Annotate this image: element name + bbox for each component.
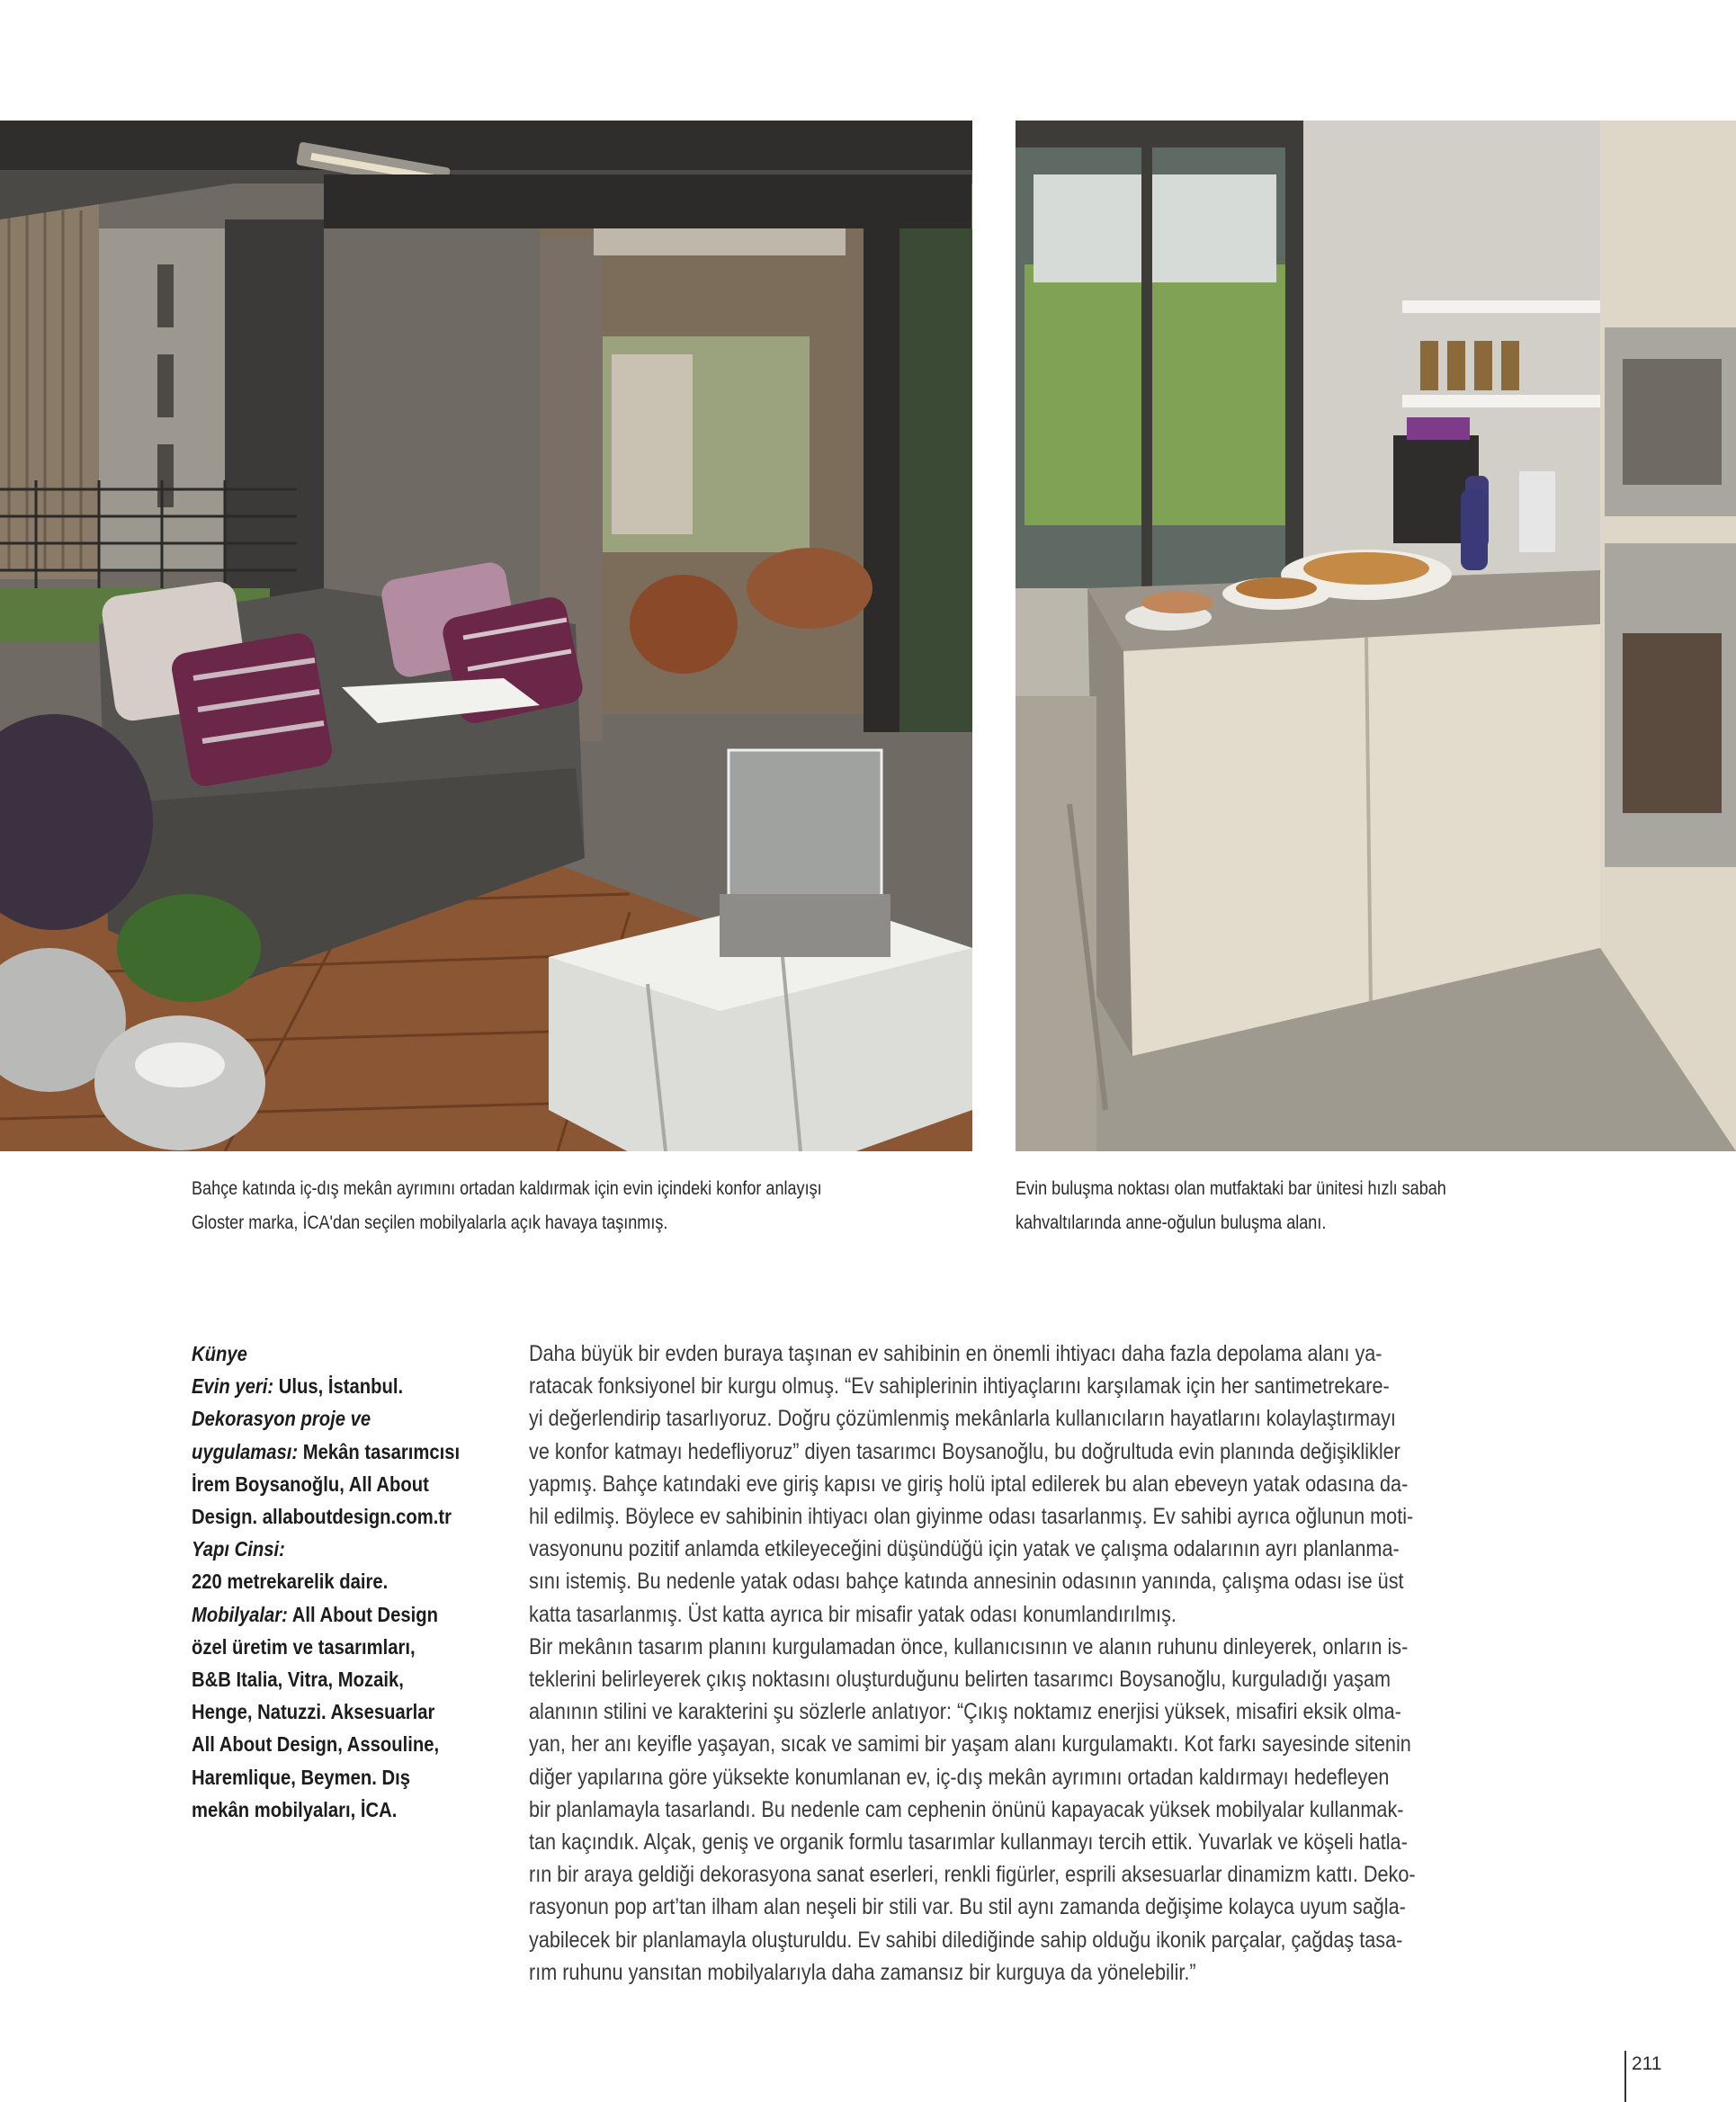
credits-line: uygulaması: Mekân tasarımcısı: [192, 1439, 461, 1463]
credits-line: Evin yeri: Ulus, İstanbul.: [192, 1374, 404, 1399]
body-line: hil edilmiş. Böylece ev sahibinin ihtiyacı olan giyinme odası tasarlanmış. Ev sahibi ayrıca oğlunun moti-: [529, 1504, 1414, 1530]
body-line: vasyonunu pozitif anlamda etkileyeceğini düşündüğü için yatak ve çalışma odalarının ayrı planlanma-: [529, 1536, 1400, 1562]
body-line: yabilecek bir planlamayla oluşturuldu. Ev sahibi dilediğinde sahip olduğu ikonik parçalar, çağdaş tasa-: [529, 1927, 1403, 1953]
caption-kitchen: [1016, 1172, 1526, 1240]
caption-terrace: [192, 1172, 857, 1240]
terrace-illustration: [0, 121, 972, 1151]
credits-heading: Künye: [192, 1342, 247, 1365]
kitchen-illustration: [1016, 121, 1736, 1151]
body-line: yi değerlendirip tasarlıyoruz. Doğru çözümlenmiş mekânlarla kullanıcıların hayatlarını kolaylaştırmayı: [529, 1406, 1396, 1432]
caption-line: Gloster marka, İCA'dan seçilen mobilyalarla açık havaya taşınmış.: [192, 1212, 668, 1233]
caption-line: kahvaltılarında anne-oğulun buluşma alanı.: [1016, 1212, 1327, 1233]
body-line: alanının stilini ve karakterini şu sözlerle anlatıyor: “Çıkış noktamız enerjisi yüksek, misafiri eksik olma-: [529, 1699, 1401, 1725]
body-line: rım ruhunu yansıtan mobilyalarıyla daha zamansız bir kurguya da yönelebilir.”: [529, 1959, 1196, 1985]
body-line: Daha büyük bir evden buraya taşınan ev sahibinin en önemli ihtiyacı daha fazla depolama alanı ya-: [529, 1341, 1383, 1366]
body-line: katta tasarlanmış. Üst katta ayrıca bir misafir yatak odası konumlandırılmış.: [529, 1601, 1177, 1627]
body-line: bir planlamayla tasarlandı. Bu nedenle cam cephenin önünü kapayacak yüksek mobilyalar kullanmak-: [529, 1796, 1404, 1822]
body-line: sını istemiş. Bu nedenle yatak odası bahçe katında annesinin odasının yanında, çalışma odası ise üst: [529, 1569, 1404, 1595]
folio-rule: [1624, 2051, 1626, 2102]
credits-line: Dekorasyon proje ve: [192, 1407, 371, 1431]
credits-line: özel üretim ve tasarımları,: [192, 1634, 416, 1659]
caption-line: Evin buluşma noktası olan mutfaktaki bar ünitesi hızlı sabah: [1016, 1178, 1446, 1199]
terrace-photo: [0, 121, 972, 1151]
caption-line: Bahçe katında iç-dış mekân ayrımını ortadan kaldırmak için evin içindeki konfor anlayışı: [192, 1178, 822, 1199]
credits-line: İrem Boysanoğlu, All About: [192, 1471, 429, 1496]
credits-line: 220 metrekarelik daire.: [192, 1570, 389, 1594]
body-line: teklerini belirleyerek çıkış noktasını oluşturduğunu belirten tasarımcı Boysanoğlu, kurguladığı yaşam: [529, 1667, 1391, 1693]
credits-line: Design. allaboutdesign.com.tr: [192, 1505, 452, 1529]
body-line: yan, her anı keyifle yaşayan, sıcak ve samimi bir yaşam alanı kurgulamaktı. Kot farkı sayesinde sitenin: [529, 1731, 1411, 1758]
page-number: 211: [1632, 2053, 1662, 2074]
credits-line: B&B Italia, Vitra, Mozaik,: [192, 1668, 404, 1692]
body-line: ve konfor katmayı hedefliyoruz” diyen tasarımcı Boysanoğlu, bu doğrultuda evin planında değişiklikler: [529, 1438, 1400, 1464]
credits-line: All About Design, Assouline,: [192, 1732, 440, 1757]
body-line: ratacak fonksiyonel bir kurgu olmuş. “Ev sahiplerinin ihtiyaçlarını karşılamak için her santimetrekare-: [529, 1373, 1390, 1400]
body-line: rasyonun pop art’tan ilham alan neşeli bir stili var. Bu stil aynı zamanda değişime kolayca uyum sağla-: [529, 1894, 1406, 1920]
credits-line: Mobilyalar: All About Design: [192, 1602, 439, 1626]
credits-line: Haremlique, Beymen. Dış: [192, 1765, 410, 1789]
credits-sidebar: [192, 1337, 477, 1826]
credits-line: mekân mobilyaları, İCA.: [192, 1797, 398, 1821]
body-line: Bir mekânın tasarım planını kurgulamadan önce, kullanıcısının ve alanın ruhunu dinleyerek, onların is-: [529, 1633, 1409, 1659]
body-line: tan kaçındık. Alçak, geniş ve organik formlu tasarımlar kullanmayı tercih ettik. Yuvarlak ve köşeli hatla-: [529, 1829, 1408, 1856]
article-body: [529, 1337, 1590, 1989]
credits-line: Yapı Cinsi:: [192, 1537, 285, 1561]
body-line: rın bir araya geldiği dekorasyona sanat eserleri, renkli figürler, esprili aksesuarlar dinamizm kattı. Deko-: [529, 1862, 1416, 1888]
kitchen-photo: [1016, 121, 1736, 1151]
body-line: diğer yapılarına göre yüksekte konumlanan ev, iç-dış mekân ayrımını ortadan kaldırmayı hedefleyen: [529, 1764, 1390, 1790]
credits-line: Henge, Natuzzi. Aksesuarlar: [192, 1700, 435, 1724]
body-line: yapmış. Bahçe katındaki eve giriş kapısı ve giriş holü iptal edilerek bu alan ebeveyn yatak odasına da-: [529, 1471, 1409, 1497]
